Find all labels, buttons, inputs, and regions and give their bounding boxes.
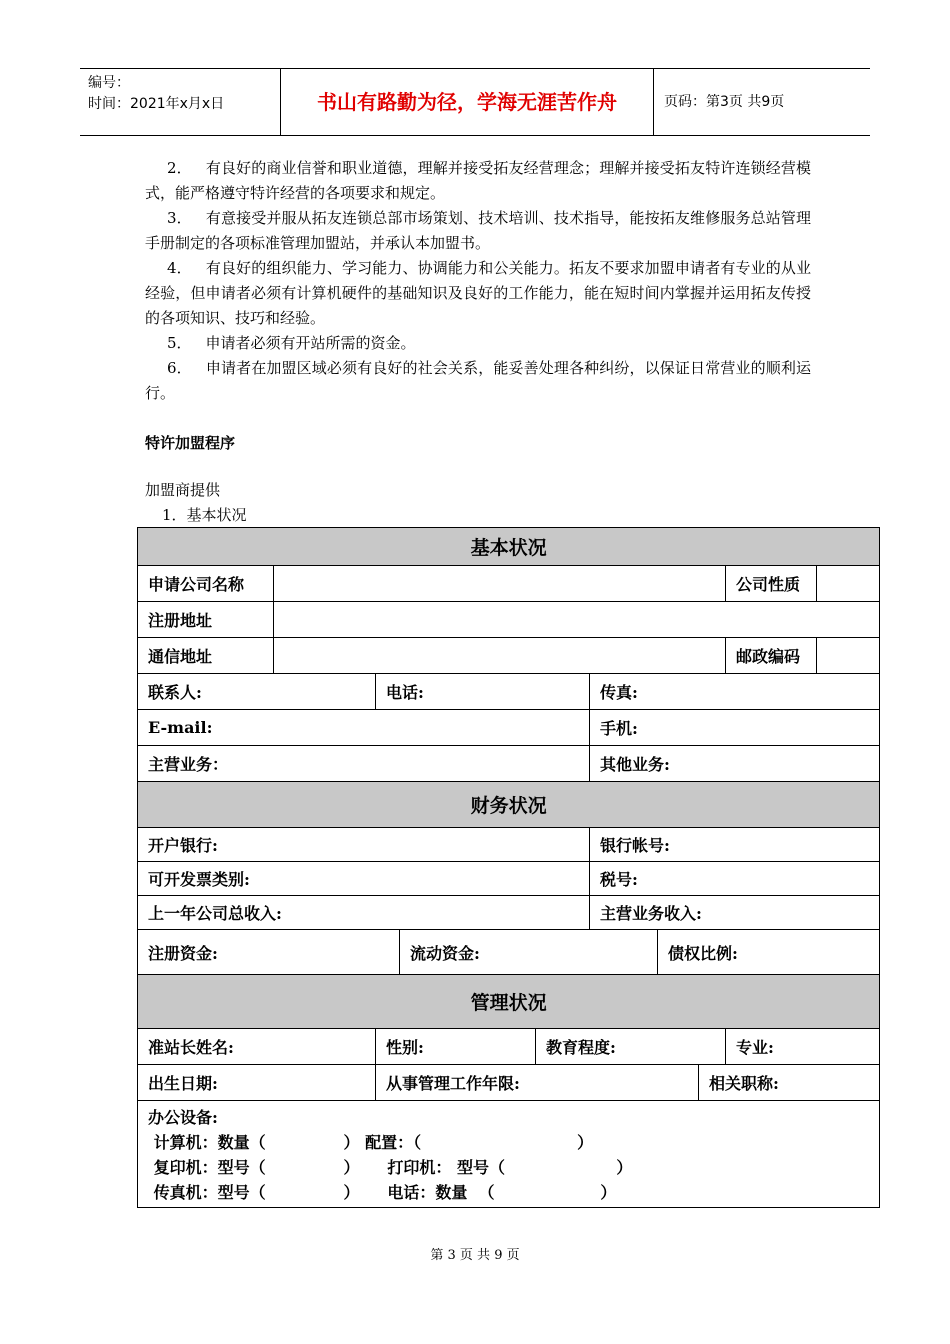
requirement-item: 2． 有良好的商业信誉和职业道德，理解并接受拓友经营理念；理解并接受拓友特许连锁经营模式，能严格遵守特许经营的各项要求和规定。 <box>145 159 811 202</box>
postcode-field[interactable] <box>817 638 880 674</box>
mobile-field[interactable]: 手机: <box>590 710 880 746</box>
item-label: 1．基本状况 <box>162 506 247 524</box>
equipment-line-fax: 传真机：型号（ ） 电话：数量 （ ） <box>148 1183 617 1202</box>
finance-section-header: 财务状况 <box>138 782 880 828</box>
reg-address-field[interactable] <box>274 602 880 638</box>
basic-section-header: 基本状况 <box>138 528 880 566</box>
company-name-field[interactable] <box>274 566 726 602</box>
email-field[interactable]: E-mail: <box>138 710 590 746</box>
contact-field[interactable]: 联系人: <box>138 674 376 710</box>
requirement-item: 4． 有良好的组织能力、学习能力、协调能力和公关能力。拓友不要求加盟申请者有专业的从业经验，但申请者必须有计算机硬件的基础知识及良好的工作能力，能在短时间内掌握并运用拓友传授的各项知识、技巧和经验。 <box>145 259 811 327</box>
requirement-item: 5． 申请者必须有开站所需的资金。 <box>167 334 416 352</box>
last-year-income-field[interactable]: 上一年公司总收入: <box>138 896 590 930</box>
gender-field[interactable]: 性别: <box>376 1029 536 1065</box>
requirement-item: 6． 申请者在加盟区域必须有良好的社会关系，能妥善处理各种纠纷，以保证日常营业的顺利运行。 <box>145 359 811 402</box>
reg-capital-field[interactable]: 注册资金: <box>138 930 400 975</box>
application-form <box>137 527 880 1208</box>
company-name-label: 申请公司名称 <box>138 566 274 602</box>
main-income-field[interactable]: 主营业务收入: <box>590 896 880 930</box>
section-title: 特许加盟程序 <box>145 434 236 452</box>
mail-address-label: 通信地址 <box>138 638 274 674</box>
header-meta <box>80 69 281 135</box>
requirements-list <box>145 156 811 406</box>
bank-account-field[interactable]: 银行帐号: <box>590 828 880 862</box>
bank-field[interactable]: 开户银行: <box>138 828 590 862</box>
company-type-label: 公司性质 <box>726 566 817 602</box>
header-motto: 书山有路勤为径，学海无涯苦作舟 <box>281 69 654 135</box>
equipment-line-computer: 计算机：数量（ ） 配置：（ ） <box>148 1133 594 1152</box>
debt-ratio-field[interactable]: 债权比例: <box>658 930 880 975</box>
major-field[interactable]: 专业: <box>726 1029 880 1065</box>
reg-address-label: 注册地址 <box>138 602 274 638</box>
page-footer: 第 3 页 共 9 页 <box>430 1248 520 1263</box>
fax-field[interactable]: 传真: <box>590 674 880 710</box>
job-title-field[interactable]: 相关职称: <box>699 1065 880 1101</box>
page-header <box>80 68 870 136</box>
other-business-field[interactable]: 其他业务: <box>590 746 880 782</box>
postcode-label: 邮政编码 <box>726 638 817 674</box>
mgmt-years-field[interactable]: 从事管理工作年限: <box>376 1065 699 1101</box>
mgmt-section-header: 管理状况 <box>138 975 880 1029</box>
mail-address-field[interactable] <box>274 638 726 674</box>
birth-field[interactable]: 出生日期: <box>138 1065 376 1101</box>
phone-field[interactable]: 电话: <box>376 674 590 710</box>
equipment-label: 办公设备: <box>148 1108 218 1127</box>
education-field[interactable]: 教育程度: <box>536 1029 726 1065</box>
header-page-number: 页码：第3页 共9页 <box>664 94 785 110</box>
date-label: 时间：2021年x月x日 <box>88 96 225 112</box>
main-business-field[interactable]: 主营业务： <box>138 746 590 782</box>
serial-label: 编号： <box>88 75 130 91</box>
equipment-line-copier: 复印机：型号（ ） 打印机： 型号（ ） <box>148 1158 633 1177</box>
working-capital-field[interactable]: 流动资金: <box>400 930 658 975</box>
requirement-item: 3． 有意接受并服从拓友连锁总部市场策划、技术培训、技术指导，能按拓友维修服务总站管理手册制定的各项标准管理加盟站，并承认本加盟书。 <box>145 209 811 252</box>
invoice-type-field[interactable]: 可开发票类别: <box>138 862 590 896</box>
tax-no-field[interactable]: 税号: <box>590 862 880 896</box>
equipment-cell[interactable] <box>138 1101 880 1208</box>
company-type-field[interactable] <box>817 566 880 602</box>
provider-label: 加盟商提供 <box>145 481 221 499</box>
manager-name-field[interactable]: 准站长姓名: <box>138 1029 376 1065</box>
